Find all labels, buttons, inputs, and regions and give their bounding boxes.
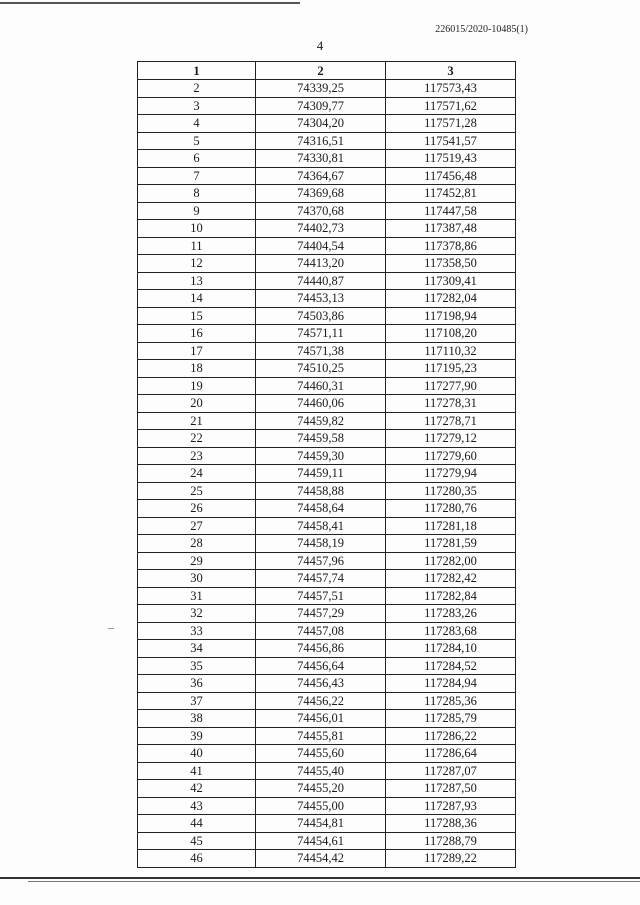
x-coordinate-cell: 74454,61 bbox=[256, 832, 386, 850]
x-coordinate-cell: 74364,67 bbox=[256, 167, 386, 185]
x-coordinate-cell: 74456,43 bbox=[256, 675, 386, 693]
point-number-cell: 32 bbox=[138, 605, 256, 623]
x-coordinate-cell: 74456,86 bbox=[256, 640, 386, 658]
table-row bbox=[138, 482, 516, 500]
table-row bbox=[138, 167, 516, 185]
x-coordinate-cell: 74413,20 bbox=[256, 255, 386, 273]
table-row bbox=[138, 430, 516, 448]
table-row bbox=[138, 132, 516, 150]
point-number-cell: 17 bbox=[138, 342, 256, 360]
table-row bbox=[138, 202, 516, 220]
table-row bbox=[138, 587, 516, 605]
point-number-cell: 15 bbox=[138, 307, 256, 325]
x-coordinate-cell: 74455,81 bbox=[256, 727, 386, 745]
point-number-cell: 24 bbox=[138, 465, 256, 483]
x-coordinate-cell: 74503,86 bbox=[256, 307, 386, 325]
table-row bbox=[138, 115, 516, 133]
x-coordinate-cell: 74457,08 bbox=[256, 622, 386, 640]
point-number-cell: 30 bbox=[138, 570, 256, 588]
bottom-rule-thin bbox=[28, 881, 640, 882]
y-coordinate-cell: 117358,50 bbox=[386, 255, 516, 273]
y-coordinate-cell: 117283,68 bbox=[386, 622, 516, 640]
y-coordinate-cell: 117108,20 bbox=[386, 325, 516, 343]
point-number-cell: 40 bbox=[138, 745, 256, 763]
y-coordinate-cell: 117286,64 bbox=[386, 745, 516, 763]
point-number-cell: 21 bbox=[138, 412, 256, 430]
y-coordinate-cell: 117284,10 bbox=[386, 640, 516, 658]
table-row bbox=[138, 465, 516, 483]
x-coordinate-cell: 74457,74 bbox=[256, 570, 386, 588]
y-coordinate-cell: 117279,60 bbox=[386, 447, 516, 465]
point-number-cell: 5 bbox=[138, 132, 256, 150]
y-coordinate-cell: 117281,18 bbox=[386, 517, 516, 535]
y-coordinate-cell: 117277,90 bbox=[386, 377, 516, 395]
point-number-cell: 12 bbox=[138, 255, 256, 273]
x-coordinate-cell: 74571,11 bbox=[256, 325, 386, 343]
point-number-cell: 9 bbox=[138, 202, 256, 220]
table-row bbox=[138, 150, 516, 168]
x-coordinate-cell: 74339,25 bbox=[256, 80, 386, 98]
table-row bbox=[138, 517, 516, 535]
table-row bbox=[138, 80, 516, 98]
x-coordinate-cell: 74459,30 bbox=[256, 447, 386, 465]
header-cell-y: 3 bbox=[386, 62, 516, 80]
y-coordinate-cell: 117452,81 bbox=[386, 185, 516, 203]
x-coordinate-cell: 74458,19 bbox=[256, 535, 386, 553]
margin-mark bbox=[108, 628, 114, 629]
table-row bbox=[138, 622, 516, 640]
point-number-cell: 16 bbox=[138, 325, 256, 343]
table-row bbox=[138, 447, 516, 465]
x-coordinate-cell: 74455,20 bbox=[256, 780, 386, 798]
point-number-cell: 8 bbox=[138, 185, 256, 203]
table-row bbox=[138, 832, 516, 850]
y-coordinate-cell: 117519,43 bbox=[386, 150, 516, 168]
point-number-cell: 41 bbox=[138, 762, 256, 780]
table-row bbox=[138, 237, 516, 255]
y-coordinate-cell: 117456,48 bbox=[386, 167, 516, 185]
table-row bbox=[138, 97, 516, 115]
x-coordinate-cell: 74458,88 bbox=[256, 482, 386, 500]
point-number-cell: 39 bbox=[138, 727, 256, 745]
x-coordinate-cell: 74571,38 bbox=[256, 342, 386, 360]
point-number-cell: 29 bbox=[138, 552, 256, 570]
table-row bbox=[138, 185, 516, 203]
y-coordinate-cell: 117284,94 bbox=[386, 675, 516, 693]
y-coordinate-cell: 117284,52 bbox=[386, 657, 516, 675]
table-row bbox=[138, 570, 516, 588]
x-coordinate-cell: 74457,29 bbox=[256, 605, 386, 623]
y-coordinate-cell: 117541,57 bbox=[386, 132, 516, 150]
table-row bbox=[138, 780, 516, 798]
point-number-cell: 4 bbox=[138, 115, 256, 133]
y-coordinate-cell: 117287,07 bbox=[386, 762, 516, 780]
x-coordinate-cell: 74404,54 bbox=[256, 237, 386, 255]
y-coordinate-cell: 117309,41 bbox=[386, 272, 516, 290]
table-row bbox=[138, 535, 516, 553]
point-number-cell: 36 bbox=[138, 675, 256, 693]
y-coordinate-cell: 117282,04 bbox=[386, 290, 516, 308]
y-coordinate-cell: 117287,50 bbox=[386, 780, 516, 798]
point-number-cell: 6 bbox=[138, 150, 256, 168]
table-row bbox=[138, 605, 516, 623]
y-coordinate-cell: 117279,12 bbox=[386, 430, 516, 448]
top-rule bbox=[0, 2, 300, 4]
table-body bbox=[138, 80, 516, 868]
y-coordinate-cell: 117279,94 bbox=[386, 465, 516, 483]
header-cell-x: 2 bbox=[256, 62, 386, 80]
table-row bbox=[138, 797, 516, 815]
y-coordinate-cell: 117282,84 bbox=[386, 587, 516, 605]
y-coordinate-cell: 117281,59 bbox=[386, 535, 516, 553]
table-row bbox=[138, 815, 516, 833]
y-coordinate-cell: 117378,86 bbox=[386, 237, 516, 255]
point-number-cell: 19 bbox=[138, 377, 256, 395]
point-number-cell: 38 bbox=[138, 710, 256, 728]
table-row bbox=[138, 710, 516, 728]
y-coordinate-cell: 117285,36 bbox=[386, 692, 516, 710]
table-row bbox=[138, 342, 516, 360]
table-row bbox=[138, 377, 516, 395]
x-coordinate-cell: 74330,81 bbox=[256, 150, 386, 168]
point-number-cell: 37 bbox=[138, 692, 256, 710]
x-coordinate-cell: 74453,13 bbox=[256, 290, 386, 308]
y-coordinate-cell: 117288,79 bbox=[386, 832, 516, 850]
x-coordinate-cell: 74456,22 bbox=[256, 692, 386, 710]
x-coordinate-cell: 74455,60 bbox=[256, 745, 386, 763]
y-coordinate-cell: 117287,93 bbox=[386, 797, 516, 815]
y-coordinate-cell: 117283,26 bbox=[386, 605, 516, 623]
y-coordinate-cell: 117282,42 bbox=[386, 570, 516, 588]
table-row bbox=[138, 657, 516, 675]
x-coordinate-cell: 74458,41 bbox=[256, 517, 386, 535]
x-coordinate-cell: 74402,73 bbox=[256, 220, 386, 238]
point-number-cell: 31 bbox=[138, 587, 256, 605]
point-number-cell: 43 bbox=[138, 797, 256, 815]
table-row bbox=[138, 360, 516, 378]
point-number-cell: 14 bbox=[138, 290, 256, 308]
point-number-cell: 13 bbox=[138, 272, 256, 290]
table-row bbox=[138, 500, 516, 518]
y-coordinate-cell: 117289,22 bbox=[386, 850, 516, 868]
table-row bbox=[138, 727, 516, 745]
x-coordinate-cell: 74456,01 bbox=[256, 710, 386, 728]
point-number-cell: 34 bbox=[138, 640, 256, 658]
x-coordinate-cell: 74316,51 bbox=[256, 132, 386, 150]
y-coordinate-cell: 117288,36 bbox=[386, 815, 516, 833]
table-row bbox=[138, 255, 516, 273]
point-number-cell: 18 bbox=[138, 360, 256, 378]
x-coordinate-cell: 74458,64 bbox=[256, 500, 386, 518]
y-coordinate-cell: 117278,71 bbox=[386, 412, 516, 430]
point-number-cell: 10 bbox=[138, 220, 256, 238]
point-number-cell: 26 bbox=[138, 500, 256, 518]
point-number-cell: 44 bbox=[138, 815, 256, 833]
x-coordinate-cell: 74456,64 bbox=[256, 657, 386, 675]
page-number: 4 bbox=[316, 38, 324, 53]
table-row bbox=[138, 850, 516, 868]
table-row bbox=[138, 675, 516, 693]
y-coordinate-cell: 117198,94 bbox=[386, 307, 516, 325]
y-coordinate-cell: 117573,43 bbox=[386, 80, 516, 98]
y-coordinate-cell: 117278,31 bbox=[386, 395, 516, 413]
table-row bbox=[138, 272, 516, 290]
x-coordinate-cell: 74460,31 bbox=[256, 377, 386, 395]
x-coordinate-cell: 74459,82 bbox=[256, 412, 386, 430]
point-number-cell: 45 bbox=[138, 832, 256, 850]
point-number-cell: 28 bbox=[138, 535, 256, 553]
point-number-cell: 35 bbox=[138, 657, 256, 675]
table-row bbox=[138, 552, 516, 570]
point-number-cell: 2 bbox=[138, 80, 256, 98]
point-number-cell: 25 bbox=[138, 482, 256, 500]
point-number-cell: 46 bbox=[138, 850, 256, 868]
header-row bbox=[138, 62, 516, 80]
x-coordinate-cell: 74459,11 bbox=[256, 465, 386, 483]
point-number-cell: 22 bbox=[138, 430, 256, 448]
table-row bbox=[138, 307, 516, 325]
x-coordinate-cell: 74309,77 bbox=[256, 97, 386, 115]
x-coordinate-cell: 74457,96 bbox=[256, 552, 386, 570]
table-row bbox=[138, 762, 516, 780]
point-number-cell: 7 bbox=[138, 167, 256, 185]
x-coordinate-cell: 74510,25 bbox=[256, 360, 386, 378]
x-coordinate-cell: 74304,20 bbox=[256, 115, 386, 133]
table-header bbox=[138, 62, 516, 80]
x-coordinate-cell: 74369,68 bbox=[256, 185, 386, 203]
point-number-cell: 27 bbox=[138, 517, 256, 535]
point-number-cell: 42 bbox=[138, 780, 256, 798]
coordinates-table bbox=[137, 61, 516, 868]
x-coordinate-cell: 74460,06 bbox=[256, 395, 386, 413]
y-coordinate-cell: 117282,00 bbox=[386, 552, 516, 570]
y-coordinate-cell: 117571,62 bbox=[386, 97, 516, 115]
x-coordinate-cell: 74454,42 bbox=[256, 850, 386, 868]
point-number-cell: 23 bbox=[138, 447, 256, 465]
table-row bbox=[138, 640, 516, 658]
x-coordinate-cell: 74370,68 bbox=[256, 202, 386, 220]
y-coordinate-cell: 117447,58 bbox=[386, 202, 516, 220]
y-coordinate-cell: 117280,35 bbox=[386, 482, 516, 500]
table-row bbox=[138, 395, 516, 413]
y-coordinate-cell: 117110,32 bbox=[386, 342, 516, 360]
header-cell-point: 1 bbox=[138, 62, 256, 80]
y-coordinate-cell: 117286,22 bbox=[386, 727, 516, 745]
y-coordinate-cell: 117195,23 bbox=[386, 360, 516, 378]
table-row bbox=[138, 325, 516, 343]
document-id: 226015/2020-10485(1) bbox=[435, 24, 528, 35]
y-coordinate-cell: 117285,79 bbox=[386, 710, 516, 728]
x-coordinate-cell: 74459,58 bbox=[256, 430, 386, 448]
y-coordinate-cell: 117571,28 bbox=[386, 115, 516, 133]
table-row bbox=[138, 692, 516, 710]
x-coordinate-cell: 74455,00 bbox=[256, 797, 386, 815]
x-coordinate-cell: 74440,87 bbox=[256, 272, 386, 290]
point-number-cell: 33 bbox=[138, 622, 256, 640]
point-number-cell: 11 bbox=[138, 237, 256, 255]
table-row bbox=[138, 220, 516, 238]
point-number-cell: 3 bbox=[138, 97, 256, 115]
x-coordinate-cell: 74457,51 bbox=[256, 587, 386, 605]
y-coordinate-cell: 117387,48 bbox=[386, 220, 516, 238]
point-number-cell: 20 bbox=[138, 395, 256, 413]
bottom-rule bbox=[0, 877, 640, 879]
x-coordinate-cell: 74454,81 bbox=[256, 815, 386, 833]
table-row bbox=[138, 745, 516, 763]
y-coordinate-cell: 117280,76 bbox=[386, 500, 516, 518]
table-row bbox=[138, 412, 516, 430]
x-coordinate-cell: 74455,40 bbox=[256, 762, 386, 780]
table-row bbox=[138, 290, 516, 308]
